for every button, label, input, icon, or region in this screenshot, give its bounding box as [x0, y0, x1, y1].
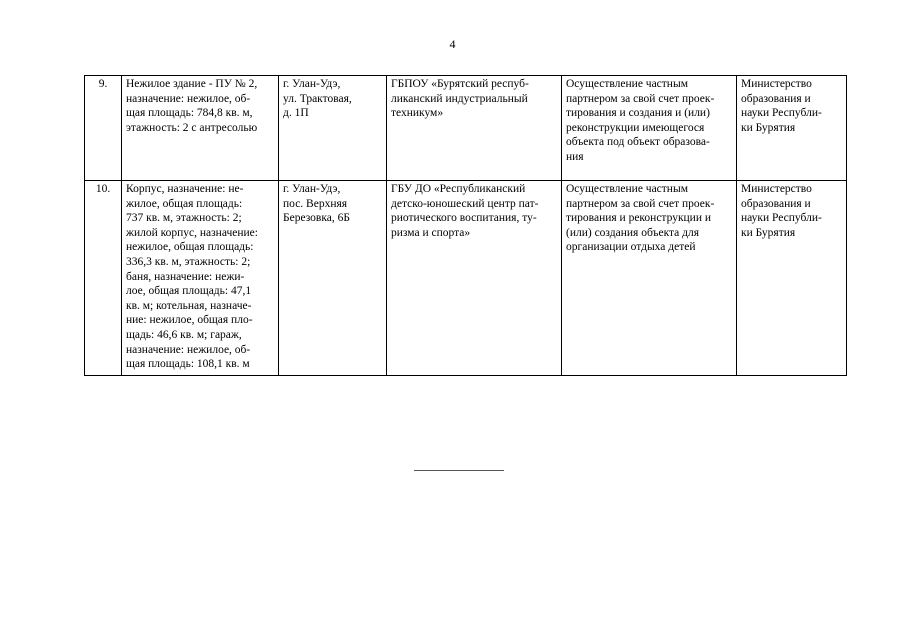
holder-organization: ГБУ ДО «Республиканский детско-юношеский центр пат- риотического воспитания, ту- ризма и спорта»: [387, 181, 562, 376]
table-row: [85, 181, 847, 376]
row-number: 9.: [85, 76, 122, 181]
object-description: Корпус, назначение: не- жилое, общая площадь: 737 кв. м, этажность: 2; жилой корпус, назначение: нежилое, общая площадь: 336,3 кв. м, этажность: 2; баня, назначение: нежи- лое, общая площадь: 47,1 кв. м; котельная, назначе- ние: нежилое, общая пло- щадь: 46,6 кв. м; гараж, назначение: нежилое, об- щая площадь: 108,1 кв. м: [122, 181, 279, 376]
project-purpose: Осуществление частным партнером за свой счет проек- тирования и создания и (или) реконструкции имеющегося объекта под объект образова- ния: [562, 76, 737, 181]
responsible-ministry: Министерство образования и науки Республи- ки Бурятия: [737, 181, 847, 376]
object-address: г. Улан-Удэ, пос. Верхняя Березовка, 6Б: [279, 181, 387, 376]
responsible-ministry: Министерство образования и науки Республи- ки Бурятия: [737, 76, 847, 181]
object-address: г. Улан-Удэ, ул. Трактовая, д. 1П: [279, 76, 387, 181]
objects-table: [84, 75, 847, 376]
object-description: Нежилое здание - ПУ № 2, назначение: нежилое, об- щая площадь: 784,8 кв. м, этажность: 2 с антресолью: [122, 76, 279, 181]
holder-organization: ГБПОУ «Бурятский респуб- ликанский индустриальный техникум»: [387, 76, 562, 181]
row-number: 10.: [85, 181, 122, 376]
end-divider: [414, 470, 504, 471]
page-number: 4: [449, 37, 456, 51]
project-purpose: Осуществление частным партнером за свой счет проек- тирования и реконструкции и (или) создания объекта для организации отдыха детей: [562, 181, 737, 376]
table-row: [85, 76, 847, 181]
